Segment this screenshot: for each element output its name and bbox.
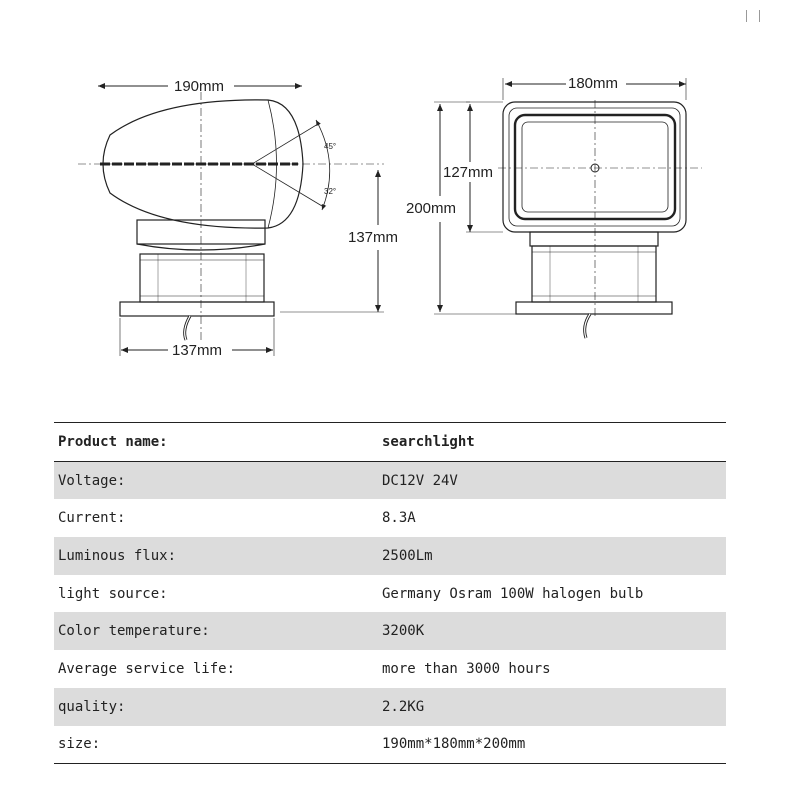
table-row (54, 650, 726, 688)
spec-value: 2.2KG (378, 688, 726, 726)
spec-table (54, 422, 726, 764)
tilt-up-label: 45° (324, 142, 337, 151)
spec-label: light source: (58, 585, 168, 602)
table-row (54, 499, 726, 537)
front-width-label: 180mm (568, 75, 619, 92)
spec-value: 8.3A (382, 510, 416, 527)
side-base-label: 137mm (172, 342, 223, 359)
table-row (54, 537, 726, 575)
spec-value: searchlight (378, 423, 726, 462)
tilt-down-label: 32° (324, 187, 337, 196)
spec-value: Germany Osram 100W halogen bulb (382, 585, 644, 602)
table-row (54, 575, 726, 613)
spec-value: 2500Lm (378, 537, 726, 575)
front-total-height-label: 200mm (406, 200, 457, 217)
table-row (54, 726, 726, 764)
front-lamp-height-label: 127mm (443, 164, 494, 181)
side-height-label: 137mm (348, 229, 399, 246)
spec-label: Current: (58, 510, 126, 527)
spec-value: 190mm*180mm*200mm (378, 726, 726, 764)
spec-label: Voltage: (54, 461, 378, 499)
spec-label: size: (54, 726, 378, 764)
spec-label: quality: (54, 688, 378, 726)
table-row (54, 423, 726, 462)
front-base-plate (516, 302, 672, 314)
front-housing (503, 102, 686, 232)
spec-label: Product name: (54, 423, 378, 462)
table-row (54, 612, 726, 650)
table-row (54, 461, 726, 499)
spec-value: more than 3000 hours (382, 660, 551, 677)
side-pedestal (140, 254, 264, 302)
side-width-label: 190mm (174, 78, 225, 95)
table-row (54, 688, 726, 726)
side-base-plate (120, 302, 274, 316)
spec-value: 3200K (378, 612, 726, 650)
spec-label: Luminous flux: (54, 537, 378, 575)
side-view (78, 92, 384, 340)
spec-value: DC12V 24V (378, 461, 726, 499)
front-view (498, 100, 702, 338)
spec-label: Average service life: (58, 660, 236, 677)
spec-label: Color temperature: (54, 612, 378, 650)
front-pedestal (532, 246, 656, 302)
